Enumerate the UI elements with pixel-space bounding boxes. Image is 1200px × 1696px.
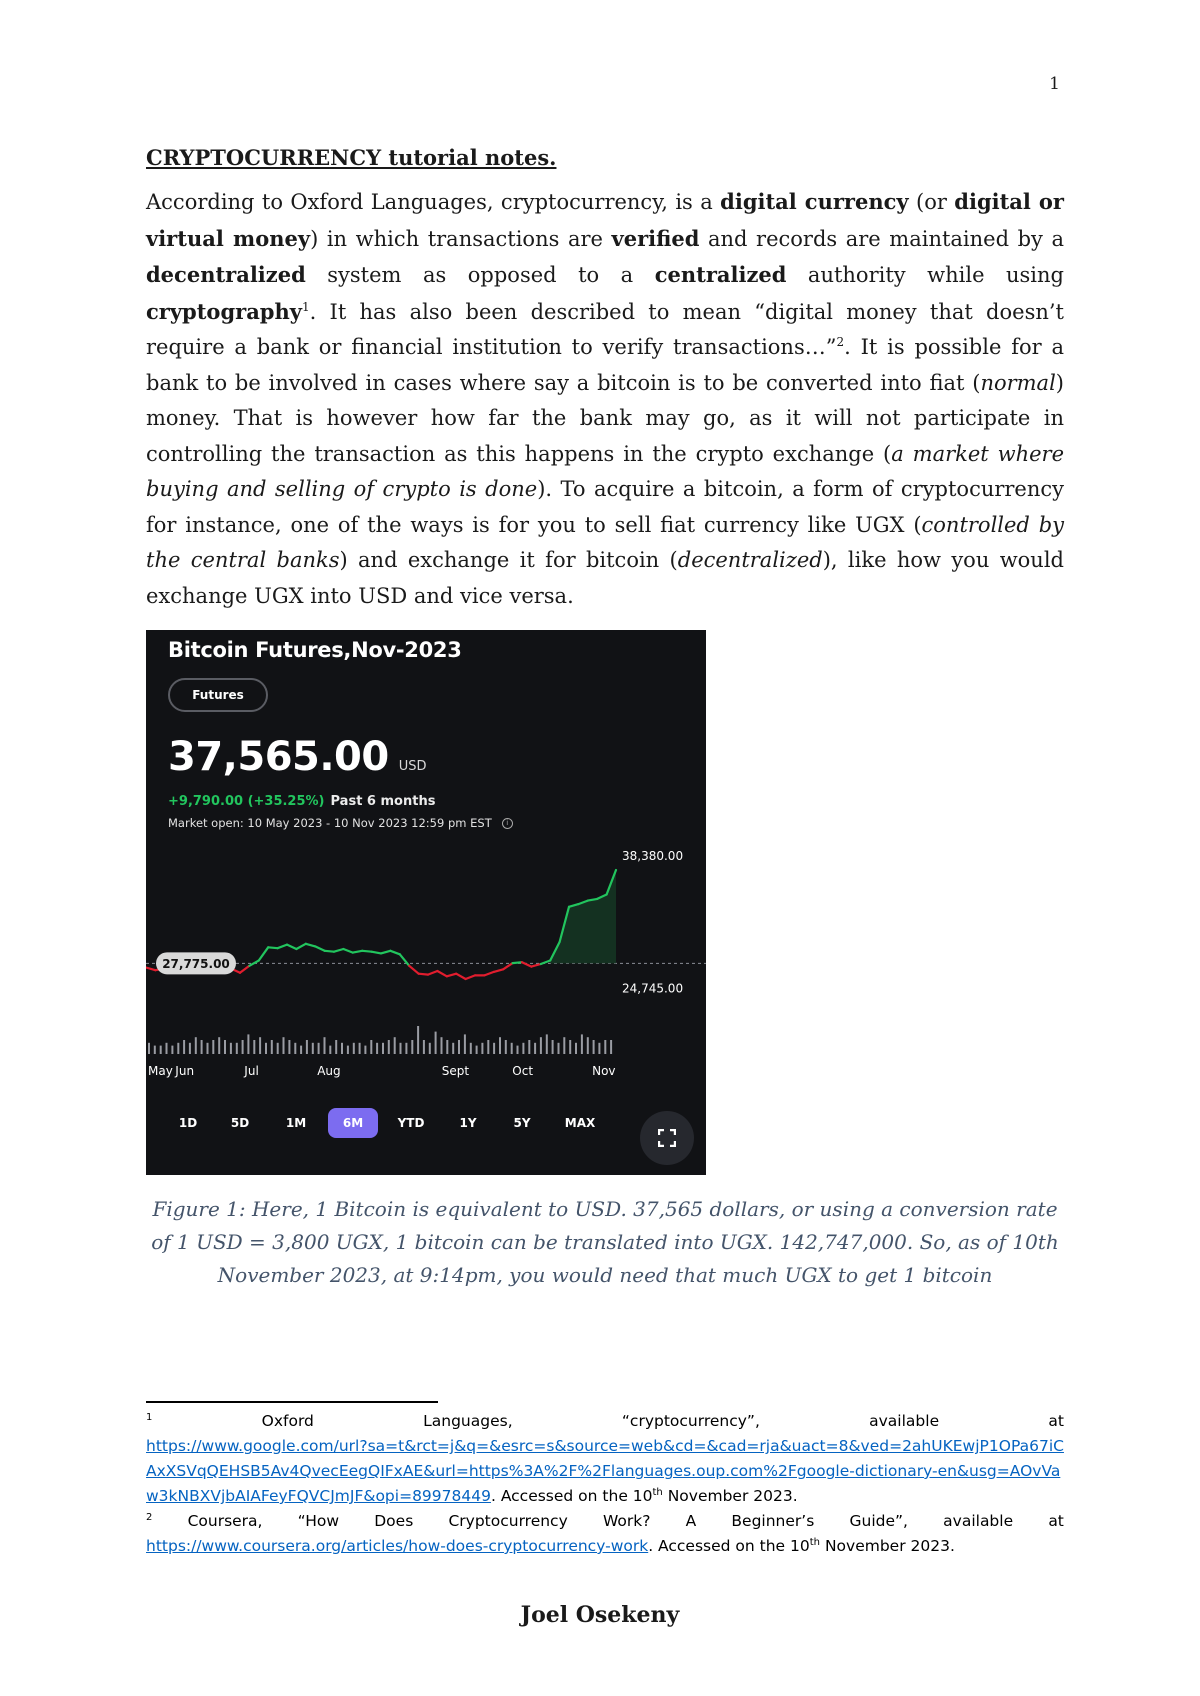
- volume-bar: [288, 1040, 290, 1054]
- footnote-word: at: [1048, 1412, 1064, 1430]
- text-run: ) and exchange it for bitcoin (: [339, 548, 678, 572]
- volume-bar: [405, 1043, 407, 1054]
- volume-bar: [189, 1043, 191, 1054]
- volume-bar: [534, 1043, 536, 1054]
- volume-bar: [464, 1034, 466, 1054]
- volume-bar: [528, 1040, 530, 1054]
- price-line-segment: [419, 974, 428, 975]
- price-line-segment: [287, 945, 296, 949]
- page-footer-author: Joel Osekeny: [520, 1602, 680, 1628]
- fullscreen-icon: [658, 1129, 676, 1147]
- bold-term: verified: [611, 225, 700, 251]
- volume-bar: [417, 1026, 419, 1054]
- price-line-segment: [390, 951, 399, 955]
- low-label: 24,745.00: [622, 981, 684, 996]
- month-tick-label: Aug: [317, 1064, 341, 1078]
- futures-badge[interactable]: Futures: [168, 678, 268, 712]
- price-line-segment: [437, 971, 446, 976]
- text-run: system as opposed to a: [305, 263, 655, 287]
- volume-bar: [306, 1040, 308, 1054]
- text-run: ) money. That is however how far the bank may go, as it will not participate in controlling the transaction as this happens in the crypto exchange (: [146, 370, 1064, 466]
- price-line-segment: [343, 949, 352, 953]
- volume-bar: [581, 1034, 583, 1054]
- month-tick-label: Oct: [512, 1064, 534, 1078]
- footnote-word: Oxford: [261, 1412, 314, 1430]
- market-status-text: Market open: 10 May 2023 - 10 Nov 2023 12:59 pm EST: [168, 816, 492, 830]
- month-tick-label: Nov: [592, 1064, 616, 1078]
- volume-bar: [522, 1043, 524, 1054]
- footnote-word: A: [685, 1512, 697, 1530]
- footnote-1: [146, 1409, 1064, 1509]
- volume-bar: [411, 1040, 413, 1054]
- volume-bar: [347, 1046, 349, 1054]
- volume-bar: [218, 1037, 220, 1054]
- volume-bar: [499, 1037, 501, 1054]
- volume-bar: [569, 1040, 571, 1054]
- price-line-segment: [409, 966, 418, 974]
- volume-bar: [195, 1037, 197, 1054]
- figure-caption: Figure 1: Here, 1 Bitcoin is equivalent to USD. 37,565 dollars, or using a conversion rate of 1 USD = 3,800 UGX, 1 bitcoin can be translated into UGX. 142,747,000. So, as of 10th November 2023, at 9:14pm, you would need that much UGX to get 1 bitcoin: [151, 1197, 1059, 1287]
- volume-bar: [294, 1043, 296, 1054]
- document-body: [146, 145, 1064, 1292]
- text-run: authority while using: [786, 263, 1064, 287]
- footnote-number: 2: [146, 1511, 153, 1523]
- footnote-2-body: [146, 1534, 1064, 1559]
- range-max[interactable]: MAX: [564, 1116, 596, 1130]
- figure-title: Bitcoin Futures,Nov-2023: [168, 638, 462, 662]
- price-chart: [146, 630, 706, 1175]
- volume-bar: [312, 1043, 314, 1054]
- footnote-1-body: [146, 1434, 1064, 1509]
- price-line-segment: [296, 944, 305, 949]
- price-line-segment: [306, 944, 315, 947]
- volume-bar: [324, 1037, 326, 1054]
- volume-bar: [370, 1040, 372, 1054]
- price-line-segment: [372, 952, 381, 954]
- volume-bar: [259, 1037, 261, 1054]
- volume-bar: [394, 1037, 396, 1054]
- price-line-segment: [362, 951, 371, 952]
- range-1m[interactable]: 1M: [285, 1116, 307, 1130]
- footnote-ref-2[interactable]: 2: [836, 335, 845, 349]
- accessed-text: . Accessed on the 10: [490, 1487, 653, 1505]
- volume-bar: [446, 1040, 448, 1054]
- page-number: 1: [1049, 74, 1060, 94]
- text-run: ). To acquire a bitcoin, a form of cryptocurrency for instance, one of the ways is for you to sell fiat currency like UGX (: [146, 477, 1065, 537]
- price-line-segment: [240, 966, 249, 973]
- price-line-segment: [400, 954, 409, 966]
- text-run: ) in which transactions are: [310, 226, 612, 251]
- volume-bar: [171, 1046, 173, 1054]
- text-run: ), like how you would exchange UGX into USD and vice versa.: [146, 548, 1064, 608]
- bold-term: centralized: [654, 262, 787, 287]
- footnotes: [146, 1409, 1064, 1559]
- volume-bar: [160, 1046, 162, 1054]
- volume-bar: [201, 1040, 203, 1054]
- volume-bar: [177, 1043, 179, 1054]
- volume-bar: [604, 1040, 606, 1054]
- volume-bar: [476, 1046, 478, 1054]
- volume-bar: [242, 1040, 244, 1054]
- volume-bar: [517, 1046, 519, 1054]
- volume-bar: [166, 1043, 168, 1054]
- volume-bar: [212, 1040, 214, 1054]
- volume-bar: [511, 1043, 513, 1054]
- range-1y[interactable]: 1Y: [459, 1116, 477, 1130]
- volume-bar: [364, 1046, 366, 1054]
- month-tick-label: Sept: [441, 1064, 470, 1078]
- price-line-segment: [531, 964, 540, 967]
- volume-bar: [148, 1043, 150, 1054]
- month-tick-label: Jul: [244, 1064, 259, 1078]
- text-run: and records are maintained by a: [699, 226, 1064, 251]
- volume-bar: [341, 1043, 343, 1054]
- volume-bar: [429, 1043, 431, 1054]
- accessed-date: November 2023.: [662, 1487, 798, 1505]
- footnote-word: at: [1048, 1512, 1064, 1530]
- price-line-segment: [466, 975, 475, 979]
- volume-bar: [593, 1040, 595, 1054]
- price-line-segment: [146, 968, 155, 971]
- price-line-segment: [353, 951, 362, 953]
- intro-paragraph: [146, 184, 1064, 614]
- accessed-date: November 2023.: [820, 1537, 955, 1555]
- volume-bar: [558, 1043, 560, 1054]
- price-line-segment: [494, 969, 503, 972]
- volume-bar: [154, 1046, 156, 1054]
- price-value: 37,565.00: [168, 734, 389, 780]
- volume-bar: [493, 1043, 495, 1054]
- volume-bar: [388, 1040, 390, 1054]
- text-run: . It is possible for a bank to be involved in cases where say a bitcoin is to be converted into fiat (: [146, 335, 1064, 395]
- price-change: +9,790.00 (+35.25%): [168, 794, 325, 809]
- footnote-word: “cryptocurrency”,: [621, 1412, 760, 1430]
- range-selector: [166, 1108, 608, 1138]
- footnote-2-header: [146, 1509, 1064, 1534]
- volume-bar: [183, 1040, 185, 1054]
- volume-bar: [236, 1043, 238, 1054]
- footnote-word: Guide”,: [849, 1512, 908, 1530]
- footnote-word: available: [869, 1412, 940, 1430]
- volume-bar: [505, 1040, 507, 1054]
- price-line-segment: [334, 949, 343, 952]
- area-fill: [550, 870, 616, 963]
- month-tick-label: May: [148, 1064, 173, 1078]
- volume-bar: [382, 1043, 384, 1054]
- volume-bar: [575, 1043, 577, 1054]
- price-line-segment: [456, 974, 465, 979]
- price-line-segment: [513, 962, 522, 963]
- month-tick-label: Jun: [175, 1064, 195, 1078]
- footnote-1-header: [146, 1409, 1064, 1434]
- volume-bar: [277, 1043, 279, 1054]
- accessed-text: . Accessed on the 10: [648, 1537, 810, 1555]
- footnote-word: Work?: [602, 1512, 651, 1530]
- volume-bar: [598, 1043, 600, 1054]
- price-line-segment: [503, 963, 512, 969]
- volume-bar: [435, 1032, 437, 1054]
- range-6m[interactable]: 6M: [328, 1108, 378, 1138]
- price-line-segment: [259, 947, 268, 960]
- footnote-ref-1[interactable]: 1: [301, 299, 310, 314]
- price-line-segment: [268, 947, 277, 948]
- document-title: CRYPTOCURRENCY tutorial notes.: [146, 145, 557, 170]
- volume-bar: [487, 1040, 489, 1054]
- high-label: 38,380.00: [622, 849, 684, 863]
- footnote-word: Coursera,: [187, 1512, 263, 1530]
- baseline-label: 27,775.00: [162, 956, 230, 971]
- footnote-word: Does: [374, 1512, 414, 1530]
- footnote-separator: [146, 1401, 438, 1403]
- price-line-segment: [315, 946, 324, 950]
- volume-bar: [481, 1043, 483, 1054]
- range-5d[interactable]: 5D: [230, 1116, 250, 1130]
- price-line-segment: [484, 972, 493, 976]
- volume-bar: [359, 1043, 361, 1054]
- volume-bar: [230, 1043, 232, 1054]
- volume-bar: [247, 1034, 249, 1054]
- volume-bar: [300, 1046, 302, 1054]
- volume-bar: [265, 1043, 267, 1054]
- range-5y[interactable]: 5Y: [513, 1116, 531, 1130]
- italic-term: a market where buying and selling of crypto is done: [146, 441, 1065, 501]
- footnote-2-link[interactable]: https://www.coursera.org/articles/how-does-cryptocurrency-work: [146, 1537, 649, 1555]
- footnote-word: “How: [297, 1512, 340, 1530]
- price-line-segment: [381, 951, 390, 954]
- volume-bar: [224, 1040, 226, 1054]
- italic-term: controlled by the central banks: [146, 512, 1064, 572]
- footnote-word: Beginner’s: [731, 1512, 815, 1530]
- volume-bar: [335, 1040, 337, 1054]
- bitcoin-chart-figure: [146, 630, 706, 1175]
- volume-bar: [470, 1043, 472, 1054]
- bold-term: cryptography: [146, 298, 302, 324]
- volume-bar: [546, 1034, 548, 1054]
- text-run: According to Oxford Languages, cryptocurrency, is a: [146, 190, 721, 214]
- volume-bar: [563, 1037, 565, 1054]
- price-line-segment: [325, 951, 334, 952]
- volume-bar: [253, 1040, 255, 1054]
- price-line-segment: [447, 974, 456, 977]
- footnote-word: Cryptocurrency: [448, 1512, 568, 1530]
- footnote-2: [146, 1509, 1064, 1559]
- volume-bar: [552, 1040, 554, 1054]
- change-period: Past 6 months: [330, 794, 436, 809]
- bold-term: decentralized: [146, 262, 306, 287]
- volume-bar: [423, 1040, 425, 1054]
- bold-term: digital currency: [720, 189, 909, 214]
- range-ytd[interactable]: YTD: [397, 1116, 425, 1130]
- ordinal-suffix: th: [652, 1486, 663, 1498]
- volume-bar: [540, 1037, 542, 1054]
- volume-bar: [353, 1043, 355, 1054]
- italic-term: decentralized: [677, 548, 823, 572]
- volume-bar: [283, 1037, 285, 1054]
- footnote-word: Languages,: [423, 1412, 513, 1430]
- volume-bar: [441, 1037, 443, 1054]
- footnote-number: 1: [146, 1411, 153, 1423]
- volume-bar: [207, 1043, 209, 1054]
- volume-bar: [610, 1040, 612, 1054]
- volume-bar: [271, 1040, 273, 1054]
- text-run: . It has also been described to mean “digital money that doesn’t require a bank or financial institution to verify transactions…”: [146, 299, 1064, 359]
- price-currency: USD: [398, 759, 427, 774]
- fullscreen-button[interactable]: [640, 1111, 694, 1165]
- bold-term: digital or virtual money: [146, 189, 1064, 251]
- volume-bar: [318, 1043, 320, 1054]
- volume-bar: [458, 1040, 460, 1054]
- volume-bar: [587, 1037, 589, 1054]
- italic-term: normal: [980, 370, 1056, 395]
- ordinal-suffix: th: [809, 1536, 821, 1548]
- volume-bar: [376, 1043, 378, 1054]
- text-run: (or: [908, 190, 955, 214]
- price-line-segment: [428, 971, 437, 975]
- range-1d[interactable]: 1D: [178, 1116, 198, 1130]
- volume-bar: [452, 1043, 454, 1054]
- footnote-1-link[interactable]: https://www.google.com/url?sa=t&rct=j&q=&esrc=s&source=web&cd=&cad=rja&uact=8&ved=2ahUKEwjP1OPa67iCAxXSVqQEHSB5Av4QvecEegQIFxAE&url=https%3A%2F%2Flanguages.oup.com%2Fgoogle-dictionary-en&usg=AOvVaw3kNBXVjbAIAFeyFQVCJmJF&opi=89978449: [146, 1437, 1064, 1505]
- price-line-segment: [278, 945, 287, 949]
- info-icon[interactable]: i: [502, 818, 513, 829]
- volume-bar: [400, 1043, 402, 1054]
- volume-bar: [329, 1046, 331, 1054]
- footnote-word: available: [943, 1512, 1014, 1530]
